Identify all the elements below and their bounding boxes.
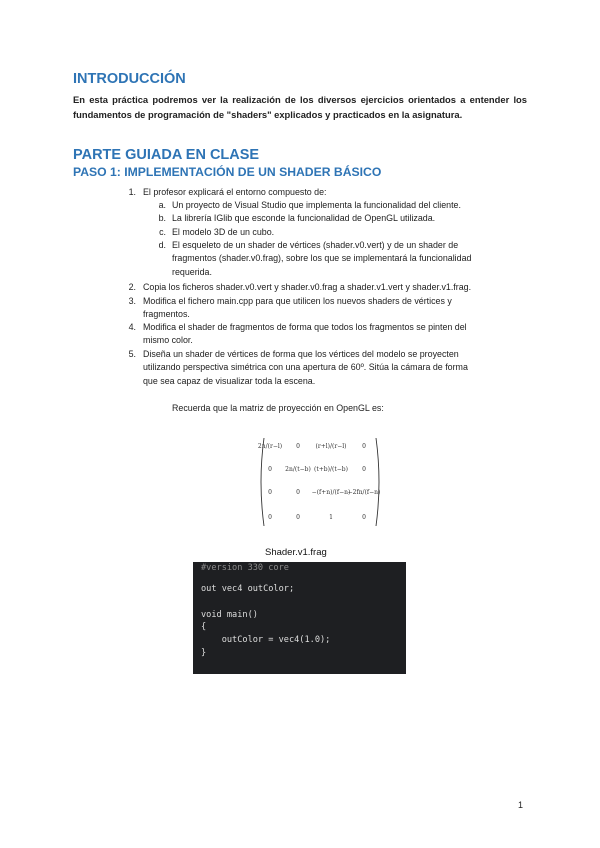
intro-heading: INTRODUCCIÓN <box>73 71 186 87</box>
matrix-cell: 1 <box>329 514 333 521</box>
list-item-number: a. <box>158 200 166 210</box>
list-item-number: c. <box>159 227 166 237</box>
matrix-cell: 0 <box>296 489 300 496</box>
list-item-number: 1. <box>128 187 136 197</box>
list-item-number: 4. <box>128 322 136 332</box>
matrix-cell: 0 <box>268 514 272 521</box>
matrix-cell: −2fn/(f−n) <box>347 489 381 496</box>
step1-heading: PASO 1: IMPLEMENTACIÓN DE UN SHADER BÁSICO <box>73 165 382 179</box>
matrix-cell: 0 <box>362 443 366 450</box>
code-line: out vec4 outColor; <box>201 584 295 594</box>
list-item-text: Modifica el fichero main.cpp para que utilicen los nuevos shaders de vértices y <box>143 296 452 306</box>
matrix-cell: 0 <box>268 466 272 473</box>
list-item-text: Modifica el shader de fragmentos de forma que todos los fragmentos se pinten del <box>143 322 467 332</box>
list-item-text: mismo color. <box>143 335 193 346</box>
list-item-text: La librería IGlib que esconde la funcionalidad de OpenGL utilizada. <box>172 213 436 223</box>
list-item-text: El esqueleto de un shader de vértices (shader.v0.vert) y de un shader de <box>172 240 459 250</box>
code-line: { <box>201 622 207 632</box>
matrix-cell: −(f+n)/(f−n) <box>311 489 351 496</box>
matrix-cell: 0 <box>268 489 272 496</box>
matrix-cell: 2n/(r−l) <box>258 443 283 450</box>
matrix-left-bracket <box>261 438 264 526</box>
code-caption: Shader.v1.frag <box>265 547 327 558</box>
matrix-cell: 0 <box>362 466 366 473</box>
list-item-number: b. <box>158 213 166 223</box>
list-item-text: El profesor explicará el entorno compuesto de: <box>143 187 327 197</box>
matrix-cell: 0 <box>296 514 300 521</box>
matrix-right-bracket <box>376 438 379 526</box>
projection-reminder: Recuerda que la matriz de proyección en OpenGL es: <box>172 403 384 413</box>
list-item-text: requerida. <box>172 266 212 277</box>
list-item-number: 3. <box>128 296 136 306</box>
matrix-cell: (r+l)/(r−l) <box>315 443 347 450</box>
code-line: } <box>201 648 207 658</box>
list-item-number: d. <box>158 240 166 250</box>
intro-paragraph: En esta práctica podremos ver la realización de los diversos ejercicios orientados a entender los fundamentos de programación de "shaders" explicados y practicados en la asignatura. <box>73 94 527 120</box>
instruction-list <box>0 0 600 400</box>
list-item-text: utilizando perspectiva simétrica con una apertura de 60º. Sitúa la cámara de forma <box>143 362 468 373</box>
matrix-cell: 2n/(t−b) <box>285 466 311 473</box>
page-number: 1 <box>518 800 524 810</box>
code-screenshot <box>193 562 406 674</box>
list-item-number: 2. <box>128 282 136 292</box>
code-line: void main() <box>201 610 258 620</box>
matrix-cell: 0 <box>296 443 300 450</box>
code-line: #version 330 core <box>201 563 289 573</box>
list-item-text: que sea capaz de visualizar toda la escena. <box>143 375 316 386</box>
list-item-number: 5. <box>128 349 136 359</box>
list-item-text: fragmentos. <box>143 309 190 320</box>
matrix-cell: (t+b)/(t−b) <box>314 466 348 473</box>
list-item-text: Copia los ficheros shader.v0.vert y shader.v0.frag a shader.v1.vert y shader.v1.frag. <box>143 282 472 292</box>
list-item-text: Diseña un shader de vértices de forma que los vértices del modelo se proyecten <box>143 349 459 359</box>
list-item-text: Un proyecto de Visual Studio que implementa la funcionalidad del cliente. <box>172 200 461 210</box>
projection-matrix <box>258 436 382 528</box>
matrix-cell: 0 <box>362 514 366 521</box>
code-line: outColor = vec4(1.0); <box>201 635 331 645</box>
list-item-text: El modelo 3D de un cubo. <box>172 227 275 237</box>
list-item-text: fragmentos (shader.v0.frag), sobre los que se implementará la funcionalidad <box>172 253 472 264</box>
guided-section-heading: PARTE GUIADA EN CLASE <box>73 147 260 163</box>
